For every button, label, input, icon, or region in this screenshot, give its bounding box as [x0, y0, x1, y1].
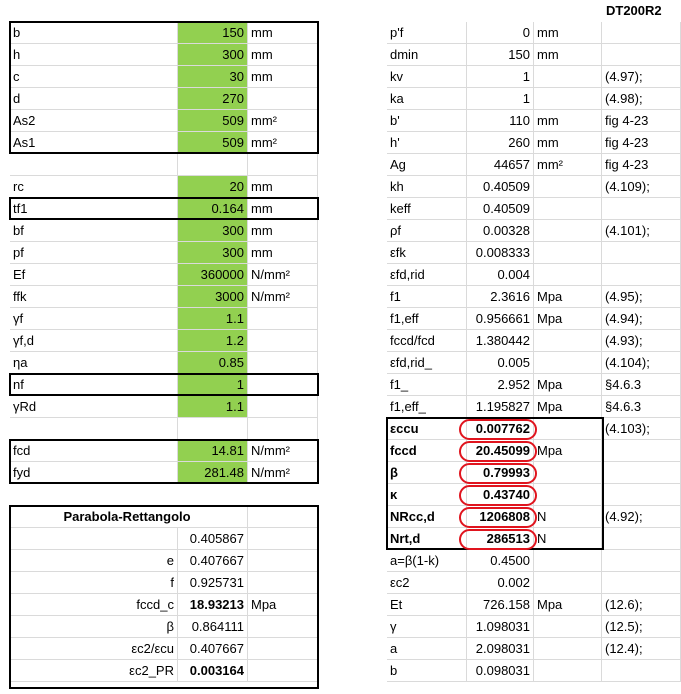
- left-row-value[interactable]: 150: [178, 22, 248, 44]
- right-row-ref[interactable]: [602, 264, 681, 286]
- left-row-unit[interactable]: mm: [248, 44, 318, 66]
- right-row-label[interactable]: b': [387, 110, 467, 132]
- right-row-unit[interactable]: Mpa: [534, 396, 602, 418]
- left-row-label[interactable]: [10, 154, 178, 176]
- right-row-ref[interactable]: (12.5);: [602, 616, 681, 638]
- right-row-value[interactable]: 0.008333: [467, 242, 534, 264]
- left-row-label[interactable]: As1: [10, 132, 178, 154]
- left-row-value[interactable]: 20: [178, 176, 248, 198]
- parabola-row-value[interactable]: 0.407667: [178, 638, 248, 660]
- left-row-unit[interactable]: N/mm²: [248, 462, 318, 484]
- left-row-unit[interactable]: [248, 330, 318, 352]
- left-row-value[interactable]: 281.48: [178, 462, 248, 484]
- parabola-row-label[interactable]: εc2_PR: [10, 660, 178, 682]
- parabola-row-label[interactable]: β: [10, 616, 178, 638]
- left-row-unit[interactable]: mm: [248, 176, 318, 198]
- left-row-value[interactable]: 30: [178, 66, 248, 88]
- right-row-value[interactable]: 260: [467, 132, 534, 154]
- left-row-label[interactable]: [10, 418, 178, 440]
- right-row-unit[interactable]: [534, 462, 602, 484]
- right-row-ref[interactable]: (4.101);: [602, 220, 681, 242]
- parabola-title[interactable]: Parabola-Rettangolo: [10, 506, 248, 528]
- left-row-label[interactable]: c: [10, 66, 178, 88]
- right-row-value[interactable]: 44657: [467, 154, 534, 176]
- right-row-unit[interactable]: Mpa: [534, 308, 602, 330]
- right-row-ref[interactable]: fig 4-23: [602, 154, 681, 176]
- left-row-label[interactable]: bf: [10, 220, 178, 242]
- right-row-value[interactable]: 2.952: [467, 374, 534, 396]
- right-row-unit[interactable]: mm: [534, 110, 602, 132]
- left-row-label[interactable]: γf,d: [10, 330, 178, 352]
- right-row-unit[interactable]: [534, 330, 602, 352]
- right-row-label[interactable]: f1,eff_: [387, 396, 467, 418]
- left-row-label[interactable]: As2: [10, 110, 178, 132]
- right-row-label[interactable]: f1_: [387, 374, 467, 396]
- right-row-label[interactable]: εfd,rid_: [387, 352, 467, 374]
- parabola-row-value[interactable]: 18.93213: [178, 594, 248, 616]
- left-row-unit[interactable]: [248, 352, 318, 374]
- right-row-label[interactable]: p'f: [387, 22, 467, 44]
- parabola-row-value[interactable]: 0.864111: [178, 616, 248, 638]
- parabola-row-unit[interactable]: [248, 550, 318, 572]
- right-row-unit[interactable]: mm: [534, 22, 602, 44]
- left-row-unit[interactable]: [248, 308, 318, 330]
- right-row-label[interactable]: ka: [387, 88, 467, 110]
- left-row-value[interactable]: 14.81: [178, 440, 248, 462]
- right-row-label[interactable]: kv: [387, 66, 467, 88]
- right-row-unit[interactable]: [534, 352, 602, 374]
- right-row-label[interactable]: ρf: [387, 220, 467, 242]
- left-row-value[interactable]: [178, 418, 248, 440]
- right-row-unit[interactable]: mm: [534, 44, 602, 66]
- right-row-value[interactable]: 0.956661: [467, 308, 534, 330]
- right-row-value[interactable]: 0.4500: [467, 550, 534, 572]
- right-row-ref[interactable]: (4.103);: [602, 418, 681, 440]
- left-row-value[interactable]: 270: [178, 88, 248, 110]
- left-row-unit[interactable]: mm²: [248, 132, 318, 154]
- left-row-label[interactable]: h: [10, 44, 178, 66]
- left-row-value[interactable]: 1: [178, 374, 248, 396]
- right-row-value[interactable]: 0.004: [467, 264, 534, 286]
- right-row-ref[interactable]: [602, 462, 681, 484]
- right-row-value[interactable]: 0.40509: [467, 176, 534, 198]
- parabola-title-unit[interactable]: [248, 506, 318, 528]
- parabola-row-unit[interactable]: Mpa: [248, 594, 318, 616]
- right-row-unit[interactable]: mm²: [534, 154, 602, 176]
- right-row-value[interactable]: 0.005: [467, 352, 534, 374]
- right-row-unit[interactable]: [534, 616, 602, 638]
- right-row-unit[interactable]: [534, 550, 602, 572]
- left-row-unit[interactable]: mm: [248, 22, 318, 44]
- right-row-ref[interactable]: [602, 44, 681, 66]
- parabola-row-value[interactable]: 0.925731: [178, 572, 248, 594]
- right-row-ref[interactable]: (4.94);: [602, 308, 681, 330]
- right-row-unit[interactable]: [534, 88, 602, 110]
- right-row-ref[interactable]: (4.109);: [602, 176, 681, 198]
- right-row-value[interactable]: 0: [467, 22, 534, 44]
- right-row-label[interactable]: Nrt,d: [387, 528, 467, 550]
- parabola-row-label[interactable]: fccd_c: [10, 594, 178, 616]
- right-row-label[interactable]: Et: [387, 594, 467, 616]
- parabola-row-value[interactable]: 0.405867: [178, 528, 248, 550]
- left-row-unit[interactable]: [248, 418, 318, 440]
- right-row-label[interactable]: β: [387, 462, 467, 484]
- right-row-value[interactable]: 726.158: [467, 594, 534, 616]
- right-row-value[interactable]: 1: [467, 66, 534, 88]
- parabola-row-value[interactable]: 0.003164: [178, 660, 248, 682]
- left-row-label[interactable]: fyd: [10, 462, 178, 484]
- left-row-unit[interactable]: [248, 374, 318, 396]
- parabola-row-unit[interactable]: [248, 660, 318, 682]
- right-row-value[interactable]: 1.098031: [467, 616, 534, 638]
- right-row-unit[interactable]: mm: [534, 132, 602, 154]
- right-row-unit[interactable]: [534, 176, 602, 198]
- left-row-unit[interactable]: N/mm²: [248, 264, 318, 286]
- right-row-label[interactable]: a: [387, 638, 467, 660]
- right-row-unit[interactable]: Mpa: [534, 440, 602, 462]
- left-row-label[interactable]: fcd: [10, 440, 178, 462]
- right-row-ref[interactable]: [602, 660, 681, 682]
- right-row-ref[interactable]: fig 4-23: [602, 132, 681, 154]
- left-row-unit[interactable]: N/mm²: [248, 440, 318, 462]
- left-row-label[interactable]: ηa: [10, 352, 178, 374]
- right-row-ref[interactable]: (4.97);: [602, 66, 681, 88]
- right-row-label[interactable]: h': [387, 132, 467, 154]
- right-row-ref[interactable]: (4.93);: [602, 330, 681, 352]
- left-row-value[interactable]: 1.2: [178, 330, 248, 352]
- right-row-label[interactable]: keff: [387, 198, 467, 220]
- right-row-label[interactable]: εc2: [387, 572, 467, 594]
- parabola-row-label[interactable]: e: [10, 550, 178, 572]
- right-row-unit[interactable]: [534, 242, 602, 264]
- right-row-ref[interactable]: (12.4);: [602, 638, 681, 660]
- right-row-label[interactable]: εfk: [387, 242, 467, 264]
- right-row-ref[interactable]: (4.104);: [602, 352, 681, 374]
- left-row-value[interactable]: 509: [178, 132, 248, 154]
- left-row-unit[interactable]: [248, 88, 318, 110]
- right-row-ref[interactable]: (4.98);: [602, 88, 681, 110]
- left-row-unit[interactable]: mm: [248, 198, 318, 220]
- right-row-label[interactable]: a=β(1-k): [387, 550, 467, 572]
- right-row-ref[interactable]: [602, 242, 681, 264]
- left-row-value[interactable]: 1.1: [178, 308, 248, 330]
- right-row-unit[interactable]: N: [534, 528, 602, 550]
- right-row-label[interactable]: kh: [387, 176, 467, 198]
- right-row-ref[interactable]: fig 4-23: [602, 110, 681, 132]
- right-row-ref[interactable]: [602, 440, 681, 462]
- right-row-value[interactable]: 0.098031: [467, 660, 534, 682]
- right-row-ref[interactable]: (12.6);: [602, 594, 681, 616]
- right-row-ref[interactable]: [602, 22, 681, 44]
- right-row-value[interactable]: 20.45099: [467, 440, 534, 462]
- left-row-unit[interactable]: [248, 154, 318, 176]
- parabola-row-unit[interactable]: [248, 572, 318, 594]
- left-row-label[interactable]: γf: [10, 308, 178, 330]
- right-row-unit[interactable]: [534, 66, 602, 88]
- right-row-ref[interactable]: §4.6.3: [602, 396, 681, 418]
- right-row-value[interactable]: 0.43740: [467, 484, 534, 506]
- right-row-label[interactable]: f1,eff: [387, 308, 467, 330]
- left-row-value[interactable]: 300: [178, 242, 248, 264]
- right-row-ref[interactable]: (4.92);: [602, 506, 681, 528]
- left-row-value[interactable]: 0.85: [178, 352, 248, 374]
- right-row-ref[interactable]: [602, 550, 681, 572]
- right-row-value[interactable]: 1.195827: [467, 396, 534, 418]
- left-row-label[interactable]: b: [10, 22, 178, 44]
- left-row-label[interactable]: nf: [10, 374, 178, 396]
- right-row-unit[interactable]: [534, 220, 602, 242]
- parabola-row-unit[interactable]: [248, 638, 318, 660]
- left-row-label[interactable]: ffk: [10, 286, 178, 308]
- parabola-row-unit[interactable]: [248, 528, 318, 550]
- left-row-value[interactable]: 0.164: [178, 198, 248, 220]
- right-row-value[interactable]: 1: [467, 88, 534, 110]
- right-row-unit[interactable]: [534, 198, 602, 220]
- right-row-value[interactable]: 1206808: [467, 506, 534, 528]
- right-row-ref[interactable]: [602, 198, 681, 220]
- right-row-value[interactable]: 1.380442: [467, 330, 534, 352]
- right-row-label[interactable]: fccd/fcd: [387, 330, 467, 352]
- left-row-label[interactable]: rc: [10, 176, 178, 198]
- right-row-ref[interactable]: (4.95);: [602, 286, 681, 308]
- right-row-value[interactable]: 0.79993: [467, 462, 534, 484]
- right-row-value[interactable]: 2.098031: [467, 638, 534, 660]
- left-row-unit[interactable]: mm: [248, 66, 318, 88]
- left-row-label[interactable]: γRd: [10, 396, 178, 418]
- right-row-unit[interactable]: Mpa: [534, 286, 602, 308]
- right-row-value[interactable]: 286513: [467, 528, 534, 550]
- left-row-label[interactable]: pf: [10, 242, 178, 264]
- left-row-unit[interactable]: mm: [248, 220, 318, 242]
- right-row-ref[interactable]: §4.6.3: [602, 374, 681, 396]
- left-row-value[interactable]: 509: [178, 110, 248, 132]
- right-row-value[interactable]: 0.002: [467, 572, 534, 594]
- right-row-unit[interactable]: N: [534, 506, 602, 528]
- left-row-label[interactable]: d: [10, 88, 178, 110]
- parabola-row-label[interactable]: εc2/εcu: [10, 638, 178, 660]
- right-row-unit[interactable]: [534, 660, 602, 682]
- right-row-unit[interactable]: [534, 638, 602, 660]
- right-row-label[interactable]: γ: [387, 616, 467, 638]
- parabola-row-unit[interactable]: [248, 616, 318, 638]
- right-row-ref[interactable]: [602, 528, 681, 550]
- right-row-label[interactable]: εccu: [387, 418, 467, 440]
- parabola-row-label[interactable]: f: [10, 572, 178, 594]
- right-row-ref[interactable]: [602, 484, 681, 506]
- right-row-unit[interactable]: Mpa: [534, 374, 602, 396]
- right-row-unit[interactable]: Mpa: [534, 594, 602, 616]
- left-row-value[interactable]: 3000: [178, 286, 248, 308]
- right-row-value[interactable]: 0.007762: [467, 418, 534, 440]
- right-row-label[interactable]: fccd: [387, 440, 467, 462]
- right-row-label[interactable]: εfd,rid: [387, 264, 467, 286]
- parabola-row-value[interactable]: 0.407667: [178, 550, 248, 572]
- right-row-value[interactable]: 150: [467, 44, 534, 66]
- left-row-value[interactable]: 300: [178, 220, 248, 242]
- right-row-unit[interactable]: [534, 572, 602, 594]
- right-row-unit[interactable]: [534, 418, 602, 440]
- right-row-value[interactable]: 0.00328: [467, 220, 534, 242]
- left-row-unit[interactable]: N/mm²: [248, 286, 318, 308]
- sheet-title: DT200R2: [606, 3, 662, 18]
- right-row-value[interactable]: 110: [467, 110, 534, 132]
- right-row-unit[interactable]: [534, 484, 602, 506]
- left-row-unit[interactable]: mm²: [248, 110, 318, 132]
- right-row-label[interactable]: Ag: [387, 154, 467, 176]
- parabola-row-label[interactable]: [10, 528, 178, 550]
- right-row-value[interactable]: 2.3616: [467, 286, 534, 308]
- left-row-value[interactable]: [178, 154, 248, 176]
- left-row-label[interactable]: Ef: [10, 264, 178, 286]
- right-row-label[interactable]: f1: [387, 286, 467, 308]
- right-row-label[interactable]: dmin: [387, 44, 467, 66]
- left-row-value[interactable]: 300: [178, 44, 248, 66]
- left-row-unit[interactable]: mm: [248, 242, 318, 264]
- right-row-label[interactable]: κ: [387, 484, 467, 506]
- right-row-label[interactable]: b: [387, 660, 467, 682]
- left-row-value[interactable]: 1.1: [178, 396, 248, 418]
- left-row-label[interactable]: tf1: [10, 198, 178, 220]
- right-row-unit[interactable]: [534, 264, 602, 286]
- right-row-value[interactable]: 0.40509: [467, 198, 534, 220]
- left-row-unit[interactable]: [248, 396, 318, 418]
- left-row-value[interactable]: 360000: [178, 264, 248, 286]
- right-row-ref[interactable]: [602, 572, 681, 594]
- right-row-label[interactable]: NRcc,d: [387, 506, 467, 528]
